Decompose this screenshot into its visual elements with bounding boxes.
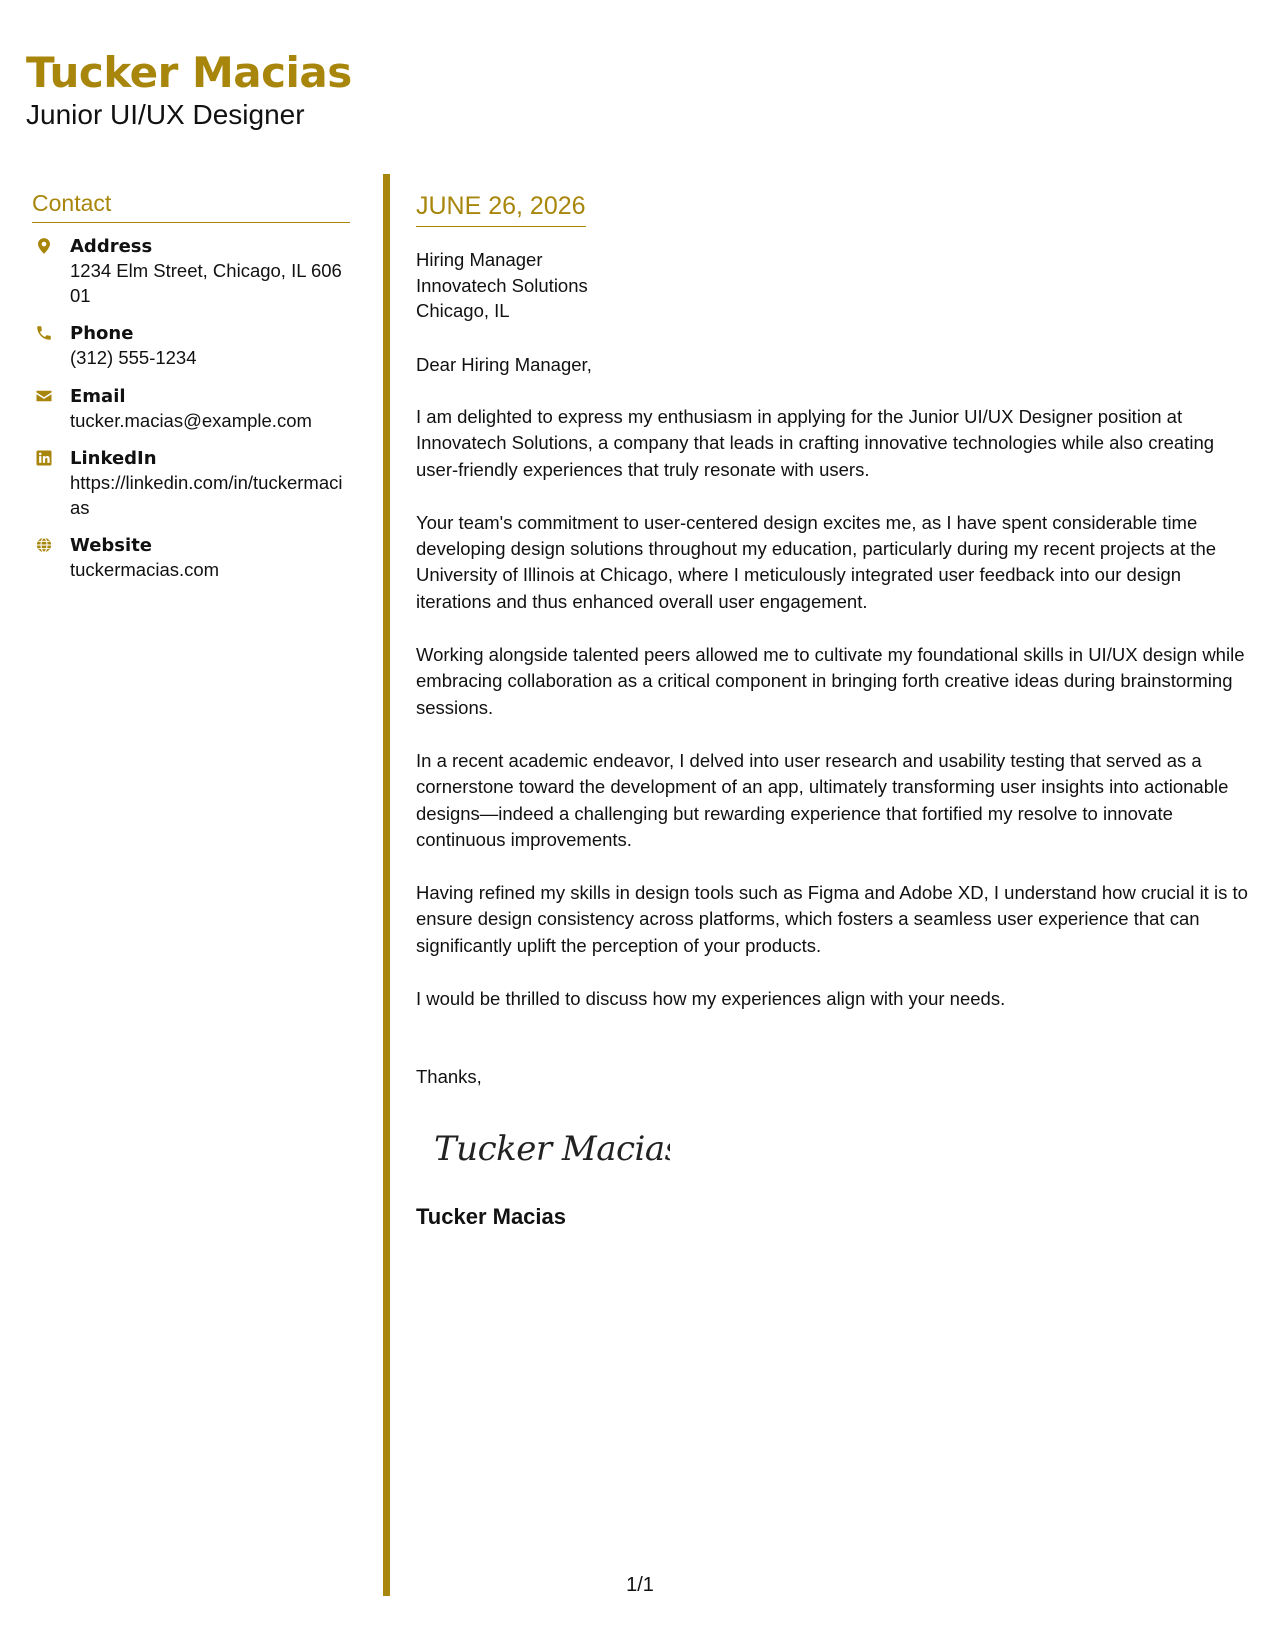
letter-paragraph: I am delighted to express my enthusiasm in applying for the Junior UI/UX Designer position at Innovatech Solutions, a company that leads in crafting innovative technologies while also creating user-friendly experiences that truly resonate with users. (416, 406, 1215, 480)
contact-item-website (32, 534, 350, 583)
contact-value: tuckermacias.com (70, 559, 220, 580)
cover-letter-body (416, 190, 1256, 1231)
closing: Thanks, (416, 1066, 482, 1088)
contact-item-phone (32, 322, 350, 371)
letter-paragraph: Having refined my skills in design tools such as Figma and Adobe XD, I understand how crucial it is to ensure design consistency across platforms, which fosters a seamless user experience that can significantly uplift the perception of your products. (416, 882, 1248, 956)
letter-paragraph: I would be thrilled to discuss how my experiences align with your needs. (416, 988, 1006, 1010)
salutation: Dear Hiring Manager, (416, 353, 592, 375)
contact-value: https://linkedin.com/in/tuckermacias (70, 472, 343, 518)
signer-name: Tucker Macias (416, 1203, 567, 1229)
globe-icon (35, 536, 53, 554)
recipient-line: Chicago, IL (416, 300, 510, 321)
map-pin-icon (35, 237, 53, 255)
contact-label: LinkedIn (70, 448, 157, 469)
contact-sidebar (32, 188, 350, 597)
page-number: 1/1 (626, 1574, 654, 1596)
resume-header (26, 48, 352, 132)
contact-label: Website (70, 535, 153, 556)
letter-paragraph: In a recent academic endeavor, I delved into user research and usability testing that served as a cornerstone toward the development of an app, ultimately transforming user insights into actionable designs—indeed a challenging but rewarding experience that fortified my resolve to innovate continuous improvements. (416, 749, 1229, 850)
phone-icon (35, 324, 53, 342)
applicant-name: Tucker Macias (26, 48, 352, 97)
envelope-icon (35, 387, 53, 405)
recipient-block (416, 247, 1256, 324)
contact-label: Address (70, 236, 153, 257)
contact-label: Phone (70, 323, 134, 344)
letter-paragraph: Your team's commitment to user-centered design excites me, as I have spent considerable time developing design solutions throughout my education, particularly during my recent projects at the University of Illinois at Chicago, where I meticulously integrated user feedback into our design iterations and thus enhanced overall user engagement. (416, 511, 1217, 612)
letter-paragraph: Working alongside talented peers allowed me to cultivate my foundational skills in UI/UX design while embracing collaboration as a critical component in bringing forth creative ideas during brainstorming sessions. (416, 644, 1245, 718)
applicant-role: Junior UI/UX Designer (26, 99, 305, 130)
contact-label: Email (70, 385, 126, 407)
contact-value: (312) 555-1234 (70, 347, 197, 368)
recipient-line: Innovatech Solutions (416, 274, 588, 296)
contact-item-address (32, 235, 350, 308)
letter-date: JUNE 26, 2026 (416, 190, 586, 227)
contact-item-linkedin (32, 447, 350, 520)
linkedin-icon (35, 449, 53, 467)
contact-value: tucker.macias@example.com (70, 409, 312, 431)
contact-item-email (32, 385, 350, 434)
contact-heading: Contact (32, 188, 350, 223)
contact-value: 1234 Elm Street, Chicago, IL 60601 (70, 260, 342, 306)
handwritten-signature (430, 1118, 670, 1178)
vertical-divider (383, 174, 390, 1596)
signature-text: Tucker Macias (434, 1128, 670, 1169)
recipient-line: Hiring Manager (416, 249, 543, 270)
